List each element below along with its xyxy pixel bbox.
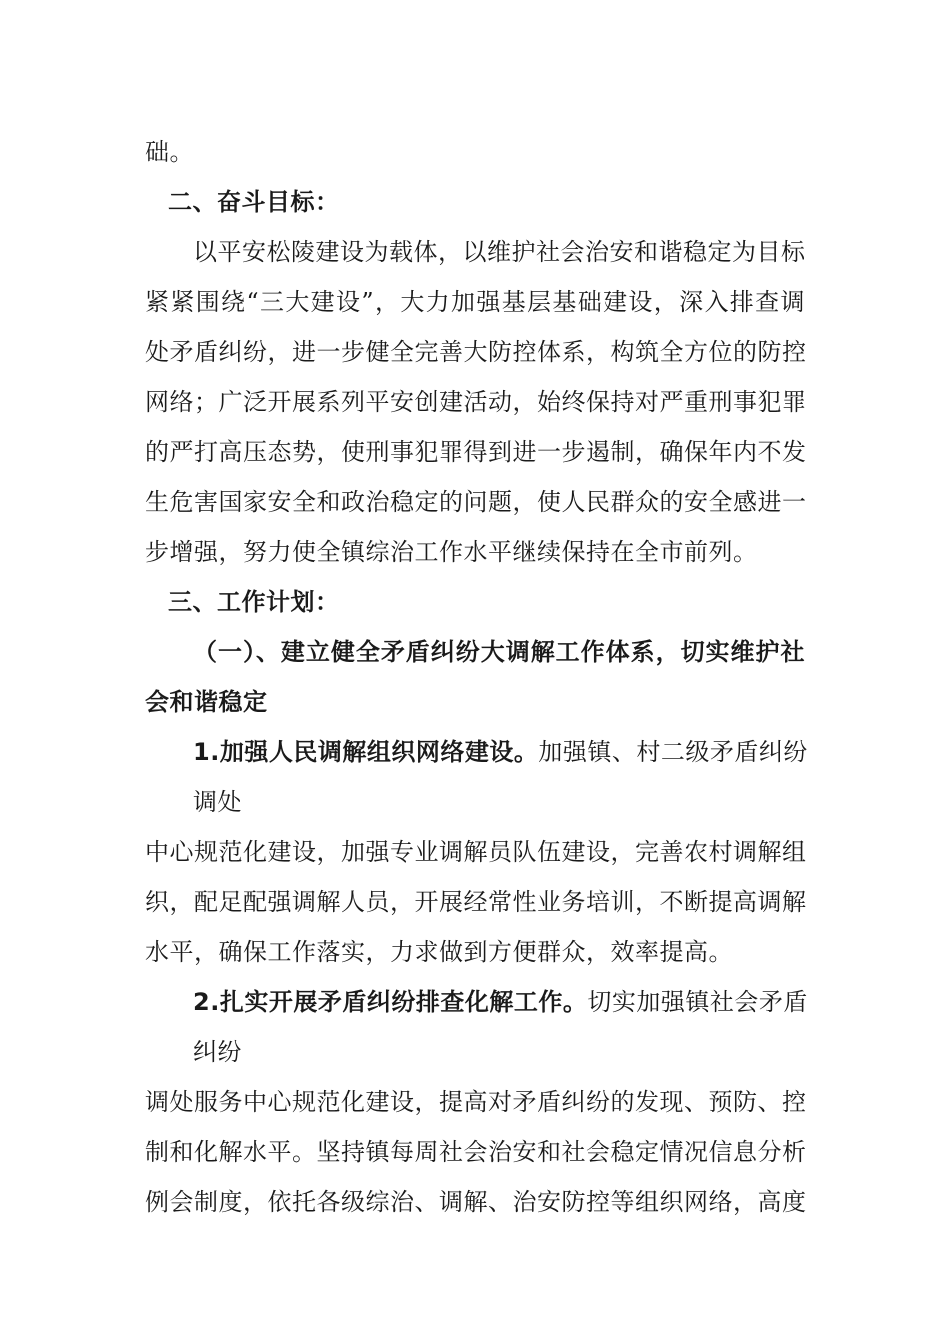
item-1-title: 1.加强人民调解组织网络建设。 [193,738,539,766]
section-heading-goals: 二、奋斗目标： [168,188,340,216]
text-line: 处矛盾纠纷，进一步健全完善大防控体系，构筑全方位的防控 [145,338,807,366]
text-line: 础。 [145,138,194,166]
text-line: 例会制度，依托各级综治、调解、治安防控等组织网络，高度 [145,1188,807,1216]
text-line: 步增强，努力使全镇综治工作水平继续保持在全市前列。 [145,538,758,566]
section-heading-plan: 三、工作计划： [168,588,340,616]
item-1-text: 加强镇、村二级矛盾纠纷 [538,738,808,766]
item-2-text: 切实加强镇社会矛盾 [587,988,808,1016]
text-line: 水平，确保工作落实，力求做到方便群众，效率提高。 [145,938,733,966]
text-line: 以平安松陵建设为载体，以维护社会治安和谐稳定为目标 [193,238,806,266]
text-line: 生危害国家安全和政治稳定的问题，使人民群众的安全感进一 [145,488,807,516]
text-line: 调处服务中心规范化建设，提高对矛盾纠纷的发现、预防、控 [145,1088,807,1116]
text-line: 制和化解水平。坚持镇每周社会治安和社会稳定情况信息分析 [145,1138,807,1166]
text-line: 中心规范化建设，加强专业调解员队伍建设，完善农村调解组 [145,838,807,866]
subsection-heading-cont: 会和谐稳定 [145,688,268,716]
text-line: 纠纷 [193,1038,242,1066]
text-line: 网络；广泛开展系列平安创建活动，始终保持对严重刑事犯罪 [145,388,807,416]
subsection-heading: （一）、建立健全矛盾纠纷大调解工作体系，切实维护社 [193,638,805,666]
item-2-title: 2.扎实开展矛盾纠纷排查化解工作。 [193,988,588,1016]
text-line: 的严打高压态势，使刑事犯罪得到进一步遏制，确保年内不发 [145,438,807,466]
item-2-line [193,987,808,1017]
text-line: 织，配足配强调解人员，开展经常性业务培训，不断提高调解 [145,888,807,916]
text-line: 调处 [193,788,242,816]
item-1-line [193,737,808,767]
text-line: 紧紧围绕“三大建设”，大力加强基层基础建设，深入排查调 [145,288,805,316]
